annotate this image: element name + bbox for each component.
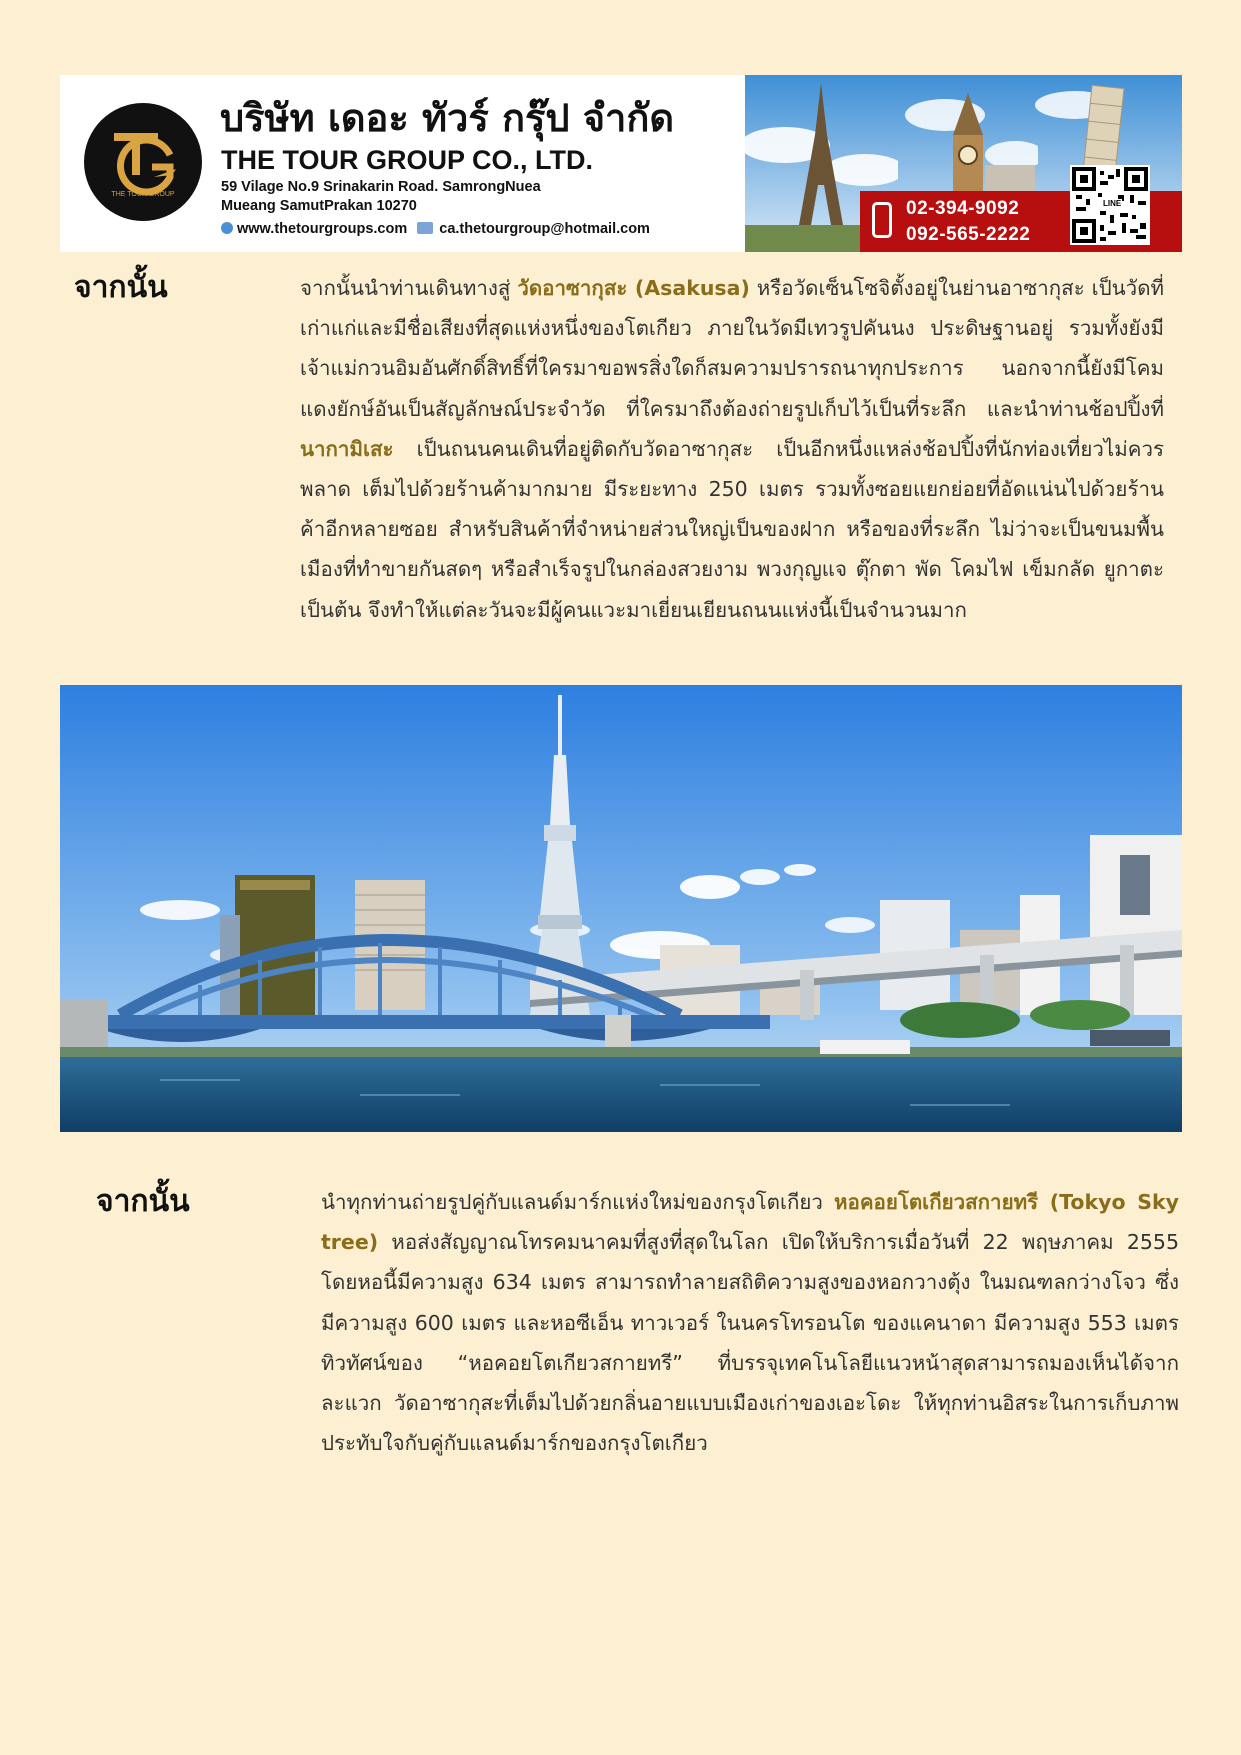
phone-number-2[interactable]: 092-565-2222 bbox=[906, 224, 1031, 245]
asakusa-highlight: วัดอาซากุสะ (Asakusa) bbox=[517, 276, 750, 300]
phone-number-1[interactable]: 02-394-9092 bbox=[906, 198, 1020, 219]
section2-text-1: นำทุกท่านถ่ายรูปคู่กับแลนด์มาร์กแห่งใหม่ของกรุงโตเกียว bbox=[321, 1190, 834, 1214]
phone-icon bbox=[872, 202, 892, 238]
company-name-english: THE TOUR GROUP CO., LTD. bbox=[221, 145, 594, 175]
logo-caption: THE TOUR GROUP bbox=[111, 191, 175, 198]
section2-label: จากนั้น bbox=[96, 1184, 190, 1219]
globe-icon bbox=[221, 222, 233, 234]
section1-text-2: หรือวัดเซ็นโซจิตั้งอยู่ในย่านอาซากุสะ เป็นวัดที่เก่าแก่และมีชื่อเสียงที่สุดแห่งหนึ่งของโตเกียว ภายในวัดมีเทวรูปคันนง ประดิษฐานอยู่ รวมทั้งยังมีเจ้าแม่กวนอิมอันศักดิ์สิทธิ์ที่ใครมาขอพรสิ่งใดก็สมความปรารถนาทุกประการ นอกจากนี้ยังมีโคมแดงยักษ์อันเป็นสัญลักษณ์ประจำวัด ที่ใครมาถึงต้องถ่ายรูปเก็บไว้เป็นที่ระลึก และนำท่านช้อปปิ้งที่ bbox=[300, 276, 1165, 421]
logo-emblem-icon bbox=[84, 103, 202, 221]
website-link[interactable]: www.thetourgroups.com bbox=[237, 221, 408, 237]
contact-line bbox=[221, 221, 650, 237]
section1-label: จากนั้น bbox=[74, 270, 168, 305]
skytree-highlight: หอคอยโตเกียวสกายทรี (Tokyo Sky tree) bbox=[321, 1190, 1179, 1255]
section1-text-1: จากนั้นนำท่านเดินทางสู่ bbox=[300, 276, 518, 300]
header-banner bbox=[60, 75, 1182, 252]
email-link[interactable]: ca.thetourgroup@hotmail.com bbox=[439, 221, 650, 237]
section1-paragraph bbox=[300, 268, 1164, 630]
address-line-2: Mueang SamutPrakan 10270 bbox=[221, 198, 417, 214]
section2-paragraph bbox=[321, 1182, 1179, 1463]
river bbox=[60, 1055, 1182, 1132]
section1-text-3: เป็นถนนคนเดินที่อยู่ติดกับวัดอาซากุสะ เป็นอีกหนึ่งแหล่งช้อปปิ้งที่นักท่องเที่ยวไม่ควรพลาด เต็มไปด้วยร้านค้ามากมาย มีระยะทาง 250 เมตร รวมทั้งซอยแยกย่อยที่อัดแน่นไปด้วยร้านค้าอีกหลายซอย สำหรับสินค้าที่จำหน่ายส่วนใหญ่เป็นของฝาก หรือของที่ระลึก ไม่ว่าจะเป็นขนมพื้นเมืองที่ทำขายกันสดๆ หรือสำเร็จรูปในกล่องสวยงาม พวงกุญแจ ตุ๊กตา พัด โคมไฟ เข็มกลัด ยูกาตะ เป็นต้น จึงทำให้แต่ละวันจะมีผู้คนแวะมาเยี่ยนเยียนถนนแห่งนี้เป็นจำนวนมาก bbox=[300, 436, 1164, 622]
company-logo bbox=[84, 103, 202, 221]
nakamise-highlight: นากามิเสะ bbox=[300, 436, 394, 461]
email-icon bbox=[417, 222, 433, 234]
company-name-thai: บริษัท เดอะ ทัวร์ กรุ๊ป จำกัด bbox=[220, 96, 675, 140]
address-line-1: 59 Vilage No.9 Srinakarin Road. SamrongNuea bbox=[221, 179, 541, 195]
section2-text-2: หอส่งสัญญาณโทรคมนาคมที่สูงที่สุดในโลก เปิดให้บริการเมื่อวันที่ 22 พฤษภาคม 2555 โดยหอนี้มีความสูง 634 เมตร สามารถทำลายสถิติความสูงของหอกวางตุ้ง ในมณฑลกว่างโจว ซึ่งมีความสูง 600 เมตร และหอซีเอ็น ทาวเวอร์ ในนครโทรอนโต ของแคนาดา มีความสูง 553 เมตร ทิวทัศน์ของ “หอคอยโตเกียวสกายทรี” ที่บรรจุเทคโนโลยีแนวหน้าสุดสามารถมองเห็นได้จากละแวก วัดอาซากุสะที่เต็มไปด้วยกลิ่นอายแบบเมืองเก่าของเอะโดะ ให้ทุกท่านอิสระในการเก็บภาพประทับใจกับคู่กับแลนด์มาร์กของกรุงโตเกียว bbox=[321, 1230, 1179, 1456]
tokyo-skytree-photo bbox=[60, 685, 1182, 1132]
qr-line-label: LINE bbox=[1103, 199, 1122, 208]
